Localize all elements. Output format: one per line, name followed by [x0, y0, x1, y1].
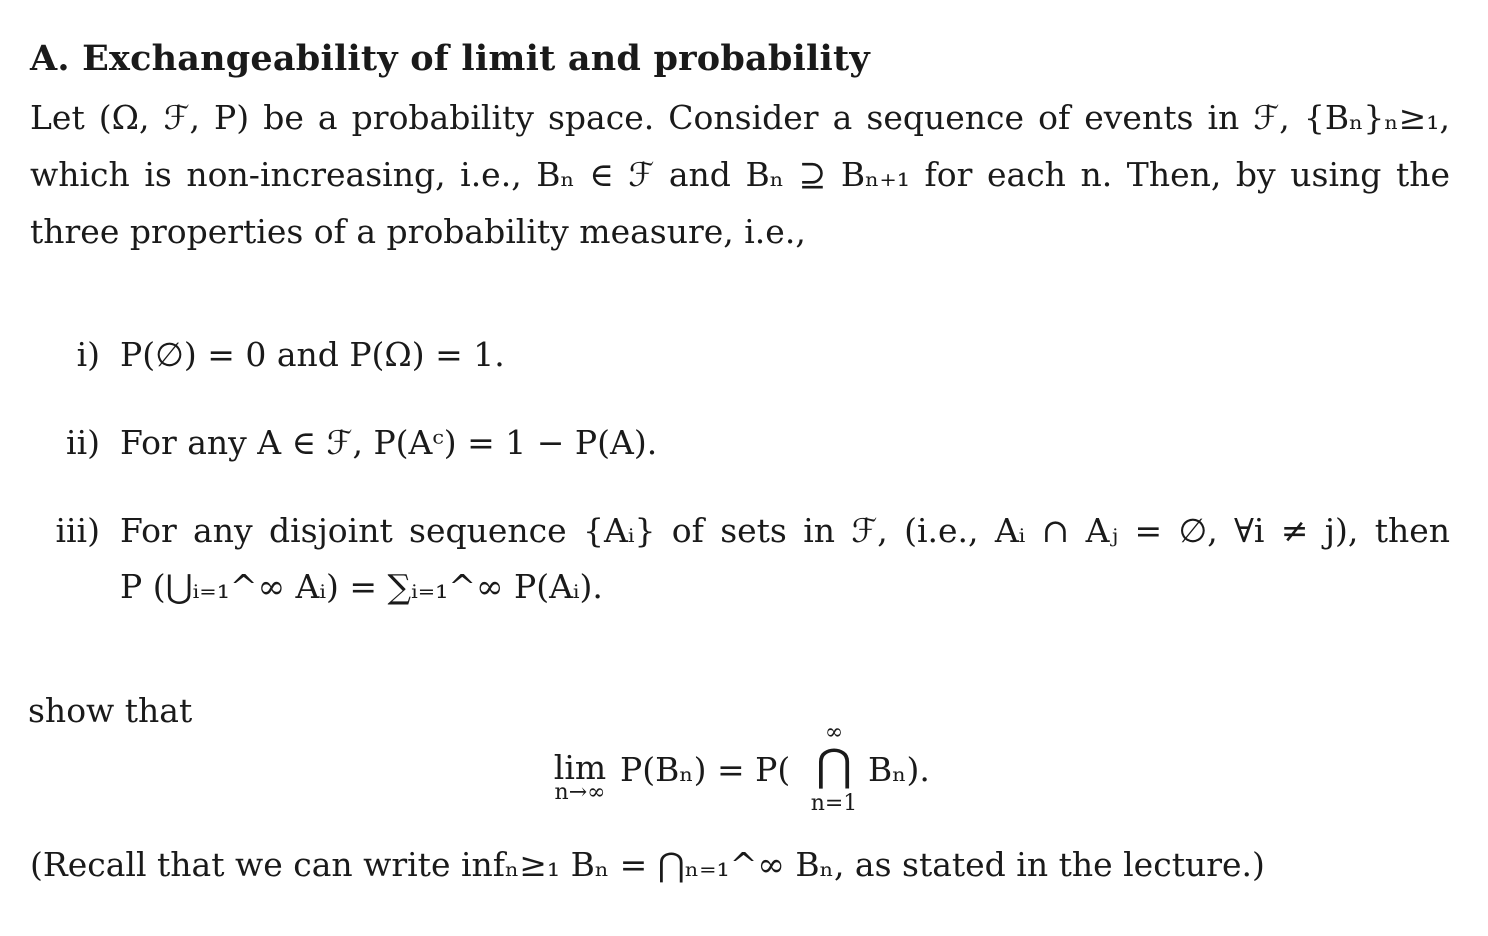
- equation-middle: P(Bₙ) = P(: [620, 750, 791, 789]
- intro-line-3: three properties of a probability measure, i.e.,: [30, 212, 806, 251]
- equation-tail: Bₙ).: [868, 750, 930, 789]
- property-label-ii: ii): [66, 423, 100, 462]
- lim-word: lim: [553, 748, 607, 787]
- property-label-iii: iii): [55, 511, 100, 550]
- property-text-iii-line-2: P (⋃ᵢ₌₁^∞ Aᵢ) = ∑ᵢ₌₁^∞ P(Aᵢ).: [120, 567, 603, 606]
- property-label-i: i): [76, 335, 100, 374]
- big-cap-symbol: ⋂: [815, 740, 853, 791]
- property-text-ii: For any A ∈ ℱ, P(Aᶜ) = 1 − P(A).: [120, 423, 658, 462]
- property-text-i: P(∅) = 0 and P(Ω) = 1.: [120, 335, 505, 374]
- lim-block: [540, 750, 620, 804]
- big-cap-superscript: ∞: [824, 720, 844, 745]
- intro-line-2: which is non-increasing, i.e., Bₙ ∈ ℱ and Bₙ ⊇ Bₙ₊₁ for each n. Then, by using the: [30, 155, 1450, 194]
- section-heading: A. Exchangeability of limit and probability: [30, 38, 870, 79]
- show-that-text: show that: [28, 691, 193, 730]
- lim-subscript: n→∞: [554, 780, 606, 805]
- intro-line-1: Let (Ω, ℱ, P) be a probability space. Consider a sequence of events in ℱ, {Bₙ}ₙ≥₁,: [30, 98, 1450, 137]
- big-cap-subscript: n=1: [810, 791, 858, 816]
- big-cap-block: [806, 722, 862, 816]
- recall-note: (Recall that we can write infₙ≥₁ Bₙ = ⋂ₙ₌₁^∞ Bₙ, as stated in the lecture.): [30, 845, 1265, 884]
- property-text-iii-line-1: For any disjoint sequence {Aᵢ} of sets in ℱ, (i.e., Aᵢ ∩ Aⱼ = ∅, ∀i ≠ j), then: [120, 511, 1450, 550]
